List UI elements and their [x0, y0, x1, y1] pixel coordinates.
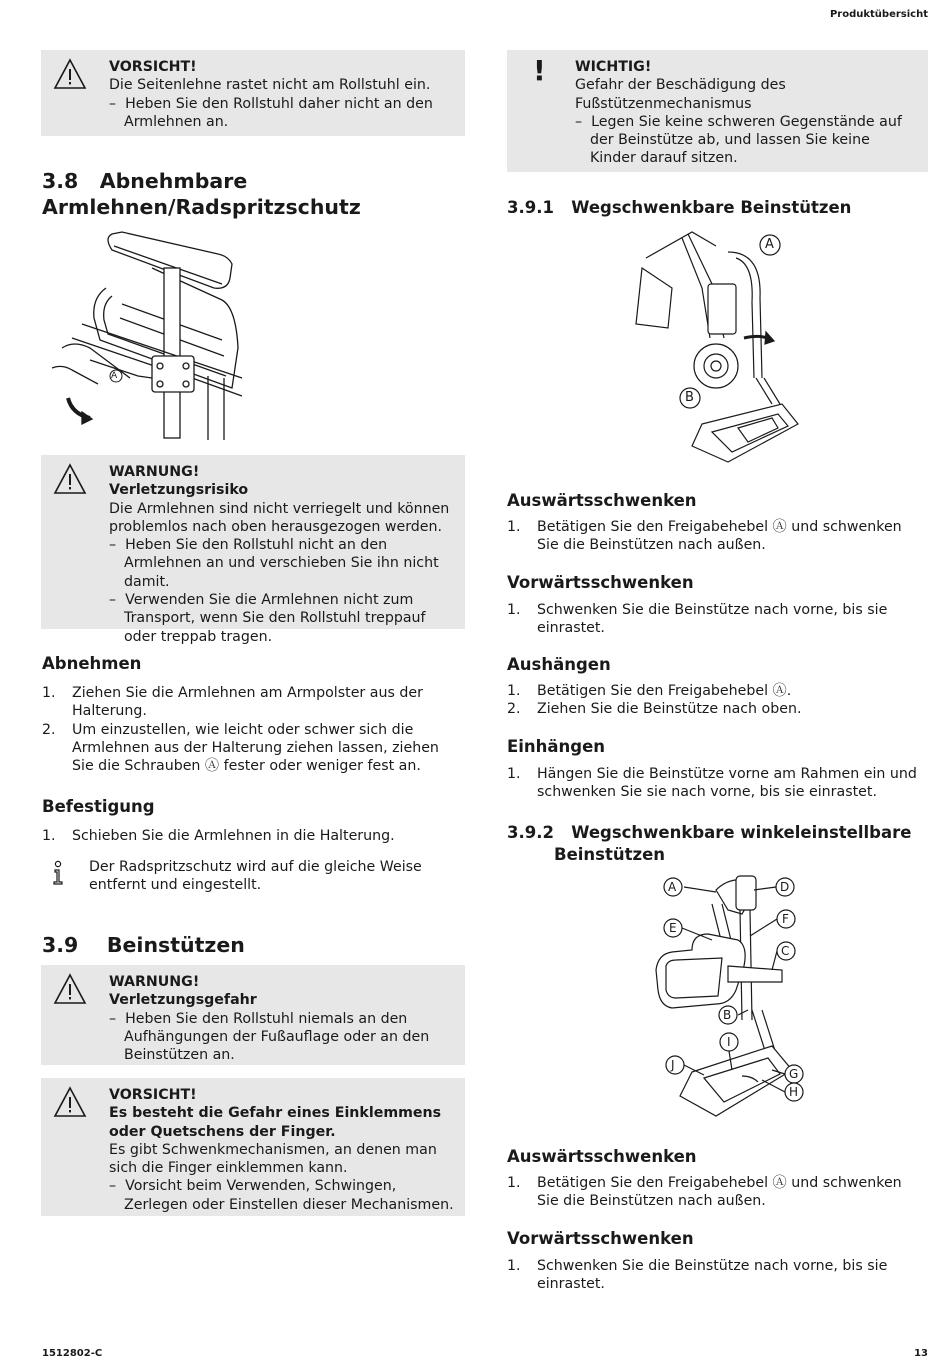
warning-triangle-icon [53, 58, 87, 90]
important-title: WICHTIG! [575, 59, 652, 75]
list-item: 1. Hängen Sie die Beinstütze vorne am Rahmen ein und schwenken Sie sie nach vorne, bis sie einrastet. [507, 766, 917, 801]
section-heading-3-9-1: 3.9.1 Wegschwenkbare Beinstützen [507, 198, 852, 217]
list-item: 1. Ziehen Sie die Armlehnen am Armpolster aus der Halterung. [42, 685, 423, 720]
steps-abnehmen [42, 684, 460, 775]
warning-text: Die Armlehnen sind nicht verriegelt und können problemlos nach oben herausgezogen werden. [109, 500, 450, 535]
figure-label-c: C [781, 944, 790, 958]
caution-bullet: – Vorsicht beim Verwenden, Schwingen, Zerlegen oder Einstellen dieser Mechanismen. [109, 1178, 454, 1213]
step-vorwaertsschwenken [507, 1257, 918, 1294]
caution-bullet: – Heben Sie den Rollstuhl daher nicht an den Armlehnen an. [109, 95, 433, 130]
info-note: Der Radspritzschutz wird auf die gleiche Weise entfernt und eingestellt. [42, 858, 442, 895]
list-item: 2. Ziehen Sie die Beinstütze nach oben. [507, 701, 802, 718]
list-item: 1. Schwenken Sie die Beinstütze nach vorne, bis sie einrastet. [507, 602, 888, 637]
subheading-abnehmen: Abnehmen [42, 654, 142, 673]
legrest-swing-illustration [632, 228, 807, 468]
warning-bullet: – Heben Sie den Rollstuhl nicht an den Armlehnen an und verschieben Sie ihn nicht damit. [109, 537, 439, 590]
caution-title: VORSICHT! [109, 1087, 197, 1103]
warning-title: WARNUNG! [109, 974, 200, 990]
page-number: 13 [914, 1348, 928, 1359]
step-vorwaertsschwenken [507, 601, 918, 638]
figure-label-a: A [668, 880, 677, 894]
exclamation-icon: ! [533, 54, 546, 87]
list-item: 1. Betätigen Sie den Freigabehebel Ⓐ. [507, 683, 792, 699]
warning-title: WARNUNG! [109, 464, 200, 480]
subheading-auswaertsschwenken: Auswärtsschwenken [507, 491, 697, 510]
figure-label-e: E [669, 921, 677, 935]
section-heading-3-9: 3.9 Beinstützen [42, 933, 245, 957]
angle-adjustable-legrest-illustration [632, 870, 812, 1132]
figure-label-a: A [765, 237, 774, 252]
list-item: 1. Betätigen Sie den Freigabehebel Ⓐ und schwenken Sie die Beinstützen nach außen. [507, 519, 902, 554]
figure-label-j: J [671, 1058, 675, 1072]
caution-title: VORSICHT! [109, 59, 197, 75]
caution-box-armrest [41, 50, 465, 136]
step-auswaertsschwenken [507, 518, 918, 555]
document-number: 1512802-C [42, 1348, 103, 1359]
subheading-auswaertsschwenken: Auswärtsschwenken [507, 1147, 697, 1166]
caution-text: Die Seitenlehne rastet nicht am Rollstuhl ein. [109, 77, 431, 94]
armrest-illustration [42, 228, 282, 444]
figure-label-d: D [780, 880, 790, 894]
list-item: 1. Schieben Sie die Armlehnen in die Halterung. [42, 828, 395, 844]
important-box [507, 50, 928, 172]
figure-label-h: H [789, 1085, 799, 1099]
info-icon [51, 860, 65, 891]
warning-bullet: – Heben Sie den Rollstuhl niemals an den Aufhängungen der Fußauflage oder an den Beinstützen an. [109, 1010, 430, 1064]
running-header: Produktübersicht [829, 9, 928, 20]
section-heading-3-8: 3.8 Abnehmbare Armlehnen/Radspritzschutz [42, 169, 361, 219]
warning-triangle-icon [53, 973, 87, 1005]
section-heading-3-9-2: 3.9.2 Wegschwenkbare winkeleinstellbare Beinstützen [507, 823, 912, 864]
figure-label-a: A [111, 371, 118, 381]
warning-triangle-icon [53, 1086, 87, 1118]
steps-befestigung [42, 827, 460, 845]
figure-label-b: B [685, 390, 694, 405]
figure-label-i: I [727, 1035, 731, 1049]
figure-label-b: B [723, 1008, 732, 1022]
list-item: 1. Schwenken Sie die Beinstütze nach vorne, bis sie einrastet. [507, 1258, 888, 1293]
subheading-einhaengen: Einhängen [507, 737, 606, 756]
warning-box-legrest [41, 965, 465, 1065]
caution-text: Es gibt Schwenkmechanismen, an denen man sich die Finger einklemmen kann. [109, 1141, 437, 1177]
warning-box-injury [41, 455, 465, 645]
list-item: 2. Um einzustellen, wie leicht oder schwer sich die Armlehnen aus der Halterung ziehen lassen, ziehen Sie die Schrauben Ⓐ fester oder weniger fest an. [42, 721, 439, 775]
caution-subtitle: Es besteht die Gefahr eines Einklemmens oder Quetschens der Finger. [109, 1105, 442, 1140]
list-item: 1. Betätigen Sie den Freigabehebel Ⓐ und schwenken Sie die Beinstützen nach außen. [507, 1175, 902, 1210]
step-einhaengen [507, 765, 918, 802]
warning-triangle-icon [53, 463, 87, 495]
subheading-vorwaertsschwenken: Vorwärtsschwenken [507, 1229, 694, 1248]
important-text: Gefahr der Beschädigung des Fußstützenmechanismus [575, 77, 786, 112]
step-auswaertsschwenken [507, 1174, 918, 1211]
warning-bullet: – Verwenden Sie die Armlehnen nicht zum Transport, wenn Sie den Rollstuhl treppauf oder treppab tragen. [109, 592, 426, 645]
figure-label-g: G [789, 1067, 799, 1081]
subheading-aushaengen: Aushängen [507, 655, 611, 674]
subheading-vorwaertsschwenken: Vorwärtsschwenken [507, 573, 694, 592]
caution-box-pinch [41, 1078, 465, 1216]
warning-subtitle: Verletzungsrisiko [109, 482, 249, 499]
warning-subtitle: Verletzungsgefahr [109, 992, 257, 1009]
important-bullet: – Legen Sie keine schweren Gegenstände auf der Beinstütze ab, und lassen Sie keine Kinder darauf sitzen. [575, 113, 902, 167]
subheading-befestigung: Befestigung [42, 797, 155, 816]
figure-label-f: F [782, 912, 789, 926]
steps-aushaengen [507, 682, 918, 719]
